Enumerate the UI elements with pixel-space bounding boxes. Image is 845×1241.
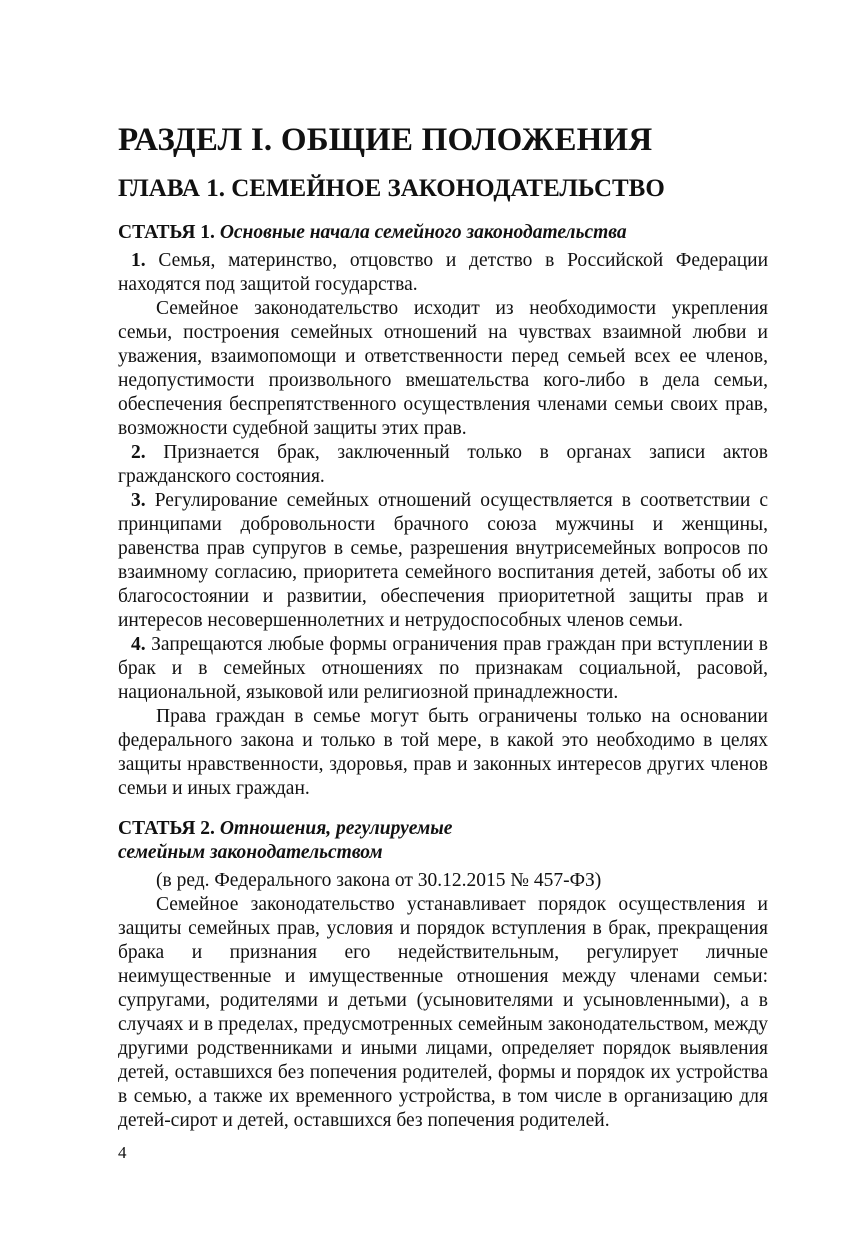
article-2-number: СТАТЬЯ 2. [118, 818, 215, 839]
document-page [118, 118, 768, 1133]
article-1-paragraph-1b: Семейное законодательство исходит из необходимости укрепления семьи, построения семейных отношений на чувствах взаимной любви и уважения, взаимопомощи и ответственности перед семьей всех ее членов, недопустимости произвольного вмешательства кого-либо в дела семьи, обеспечения беспрепятственного осуществления членами семьи своих прав, возможности судебной защиты этих прав. [118, 298, 768, 439]
article-1-paragraph-2 [118, 441, 768, 489]
paragraph-text: Регулирование семейных отношений осуществляется в соответствии с принципами добровольности брачного союза мужчины и женщины, равенства прав супругов в семье, разрешения внутрисемейных вопросов по взаимному согласию, приоритета семейного воспитания детей, заботы об их благосостоянии и развитии, обеспечения приоритетной защиты прав и интересов несовершеннолетних и нетрудоспособных членов семьи. [118, 490, 768, 631]
article-1-paragraph-1 [118, 249, 768, 297]
article-2-title-line-2: семейным законодательством [118, 842, 383, 863]
section-title [118, 118, 768, 162]
article-2-title-line-1: Отношения, регулируемые [219, 818, 453, 839]
chapter-title [118, 172, 768, 206]
chapter-name: СЕМЕЙНОЕ ЗАКОНОДАТЕЛЬСТВО [231, 175, 665, 202]
section-name: ОБЩИЕ ПОЛОЖЕНИЯ [280, 122, 653, 158]
chapter-prefix: ГЛАВА [118, 175, 200, 202]
article-1-paragraph-3 [118, 489, 768, 633]
article-2-heading [118, 817, 768, 865]
page-number: 4 [118, 1143, 127, 1162]
article-1-paragraph-4 [118, 633, 768, 705]
paragraph-number: 4. [131, 634, 146, 655]
article-2-amendment-note: (в ред. Федерального закона от 30.12.2015 № 457-ФЗ) [156, 870, 602, 891]
article-1-paragraph-4b: Права граждан в семье могут быть ограничены только на основании федерального закона и только в той мере, в какой это необходимо в целях защиты нравственности, здоровья, прав и законных интересов других членов семьи и иных граждан. [118, 706, 768, 799]
chapter-number: 1. [206, 175, 225, 202]
article-1-number: СТАТЬЯ 1. [118, 222, 215, 243]
paragraph-number: 2. [131, 442, 146, 463]
section-prefix: РАЗДЕЛ I. [118, 122, 273, 158]
paragraph-number: 3. [131, 490, 146, 511]
paragraph-number: 1. [131, 250, 146, 271]
article-2-paragraph-1: Семейное законодательство устанавливает порядок осуществления и защиты семейных прав, условия и порядок вступления в брак, прекращения брака и признания его недействительным, регулирует личные неимущественные и имущественные отношения между членами семьи: супругами, родителями и детьми (усыновителями и усыновленными), а в случаях и в пределах, предусмотренных семейным законодательством, между другими родственниками и иными лицами, определяет порядок выявления детей, оставшихся без попечения родителей, формы и порядок их устройства в семью, а также их временного устройства, в том числе в организацию для детей-сирот и детей, оставшихся без попечения родителей. [118, 894, 768, 1131]
paragraph-text: Признается брак, заключенный только в органах записи актов гражданского состояния. [118, 442, 768, 487]
article-1-title: Основные начала семейного законодательства [219, 222, 627, 243]
paragraph-text: Запрещаются любые формы ограничения прав граждан при вступлении в брак и в семейных отношениях по признакам социальной, расовой, национальной, языковой или религиозной принадлежности. [118, 634, 768, 703]
paragraph-text: Семья, материнство, отцовство и детство в Российской Федерации находятся под защитой государства. [118, 250, 769, 295]
article-1-heading [118, 221, 768, 245]
